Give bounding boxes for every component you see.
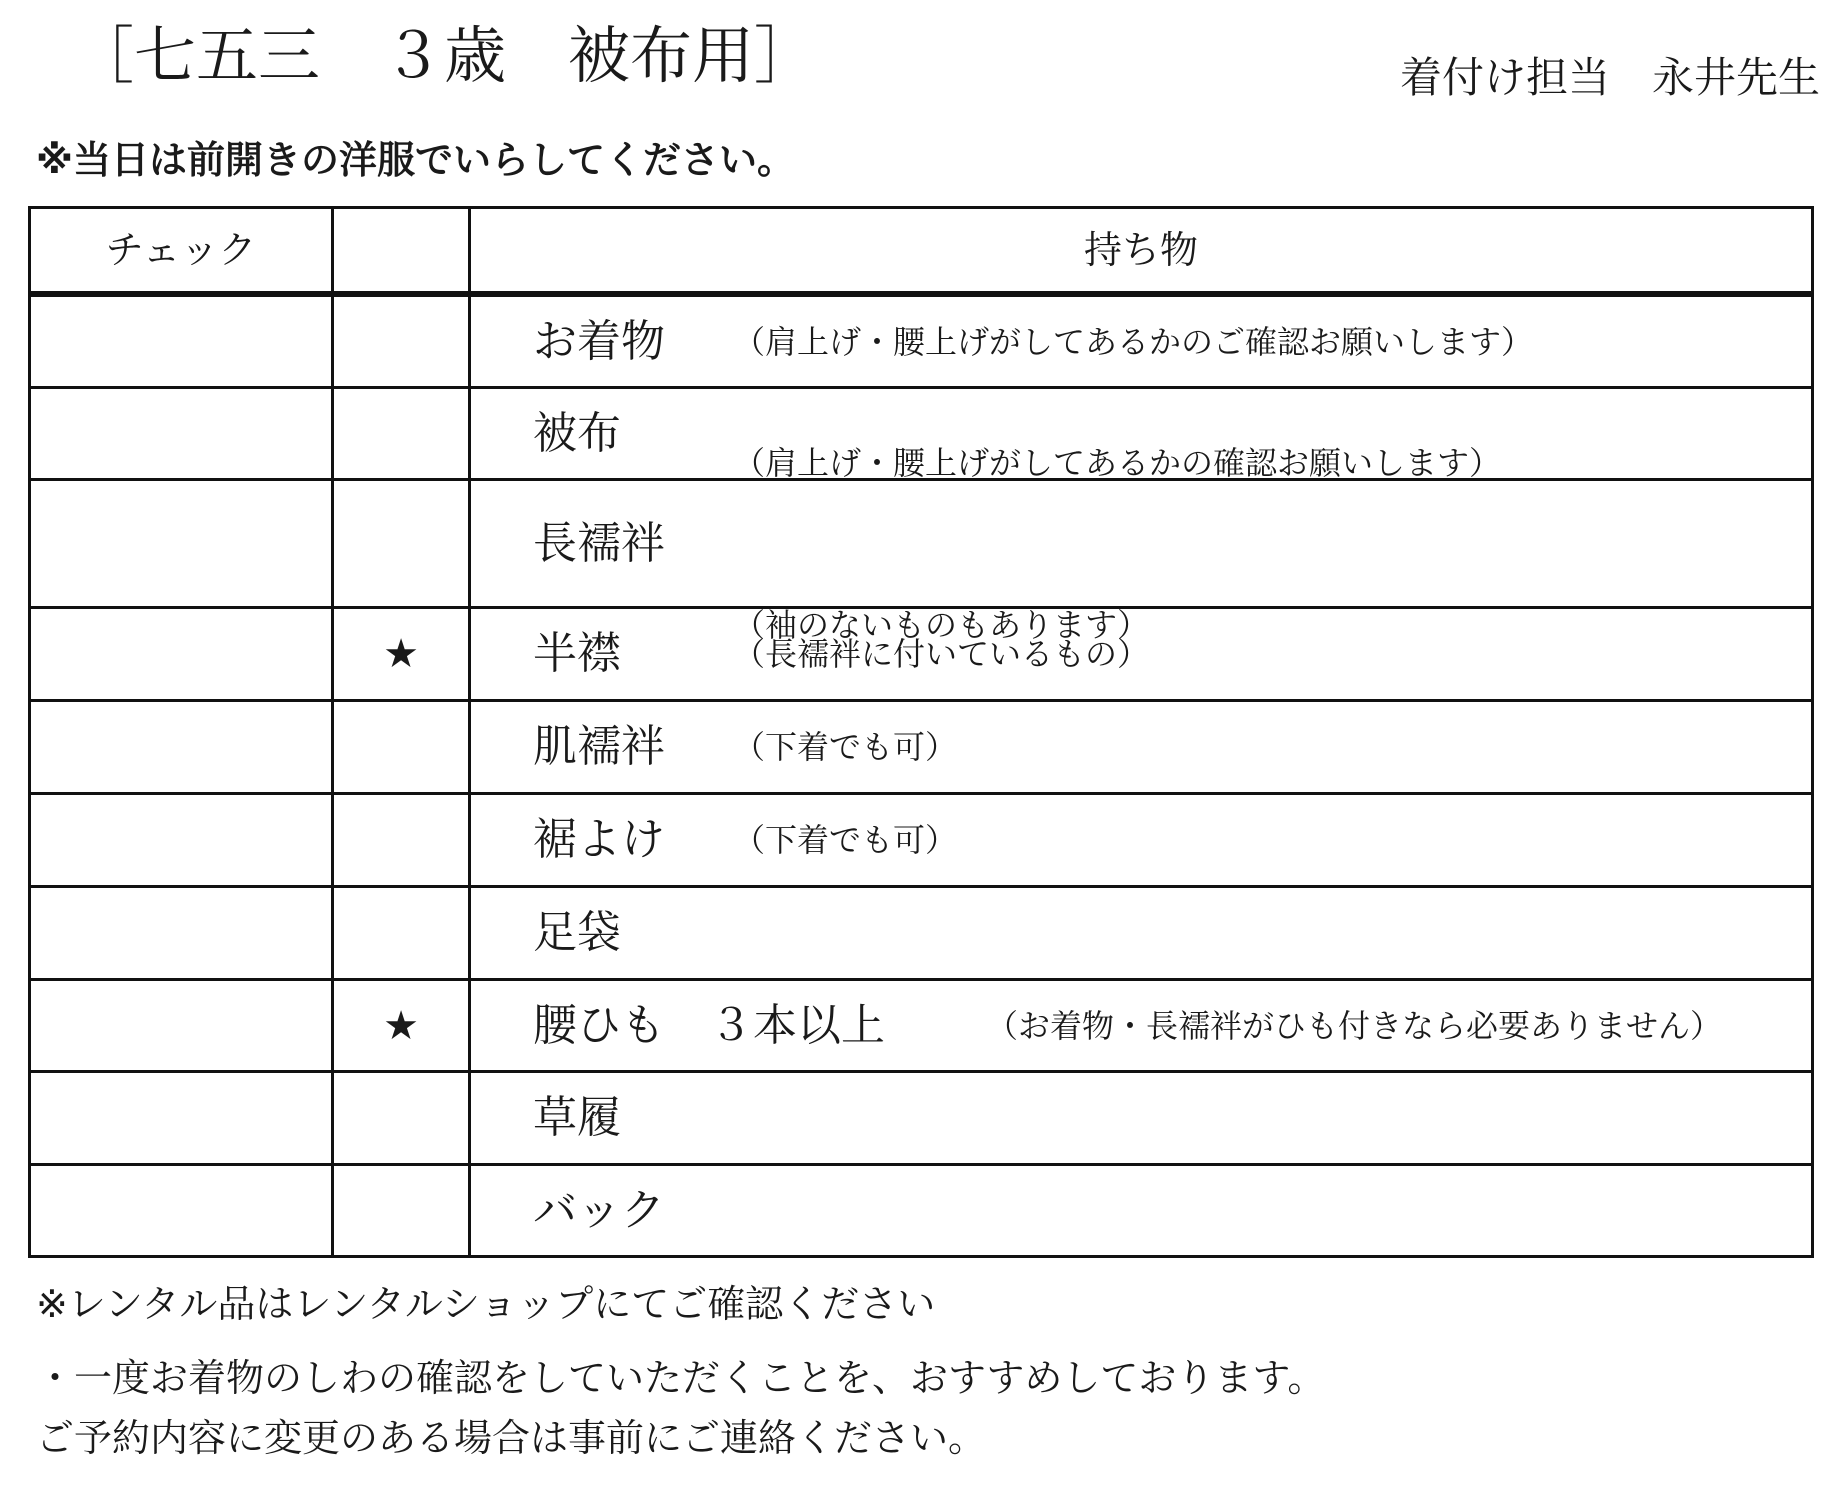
item-cell [471,609,1811,699]
star-mark: ★ [383,631,419,677]
item-note-line: （長襦袢に付いているもの） [733,635,1150,673]
item-cell [471,702,1811,792]
star-mark: ★ [383,1002,419,1049]
page-title: ［七五三 ３歳 被布用］ [72,19,817,92]
table-row [31,795,1811,888]
item-note-line: （お着物・長襦袢がひも付きなら必要ありません） [986,1006,1723,1045]
item-cell [471,1073,1811,1163]
check-cell[interactable] [31,609,334,699]
item-cell [471,795,1811,885]
item-name: 被布 [533,407,621,459]
item-note-line: （肩上げ・腰上げがしてあるかのご確認お願いします） [733,322,1534,361]
item-name: 草履 [533,1092,621,1143]
check-cell[interactable] [31,702,334,792]
table-row [31,1166,1811,1255]
item-name: 足袋 [533,907,621,958]
item-note-line: （肩上げ・腰上げがしてあるかの確認お願いします） [733,443,1502,482]
check-cell[interactable] [31,1166,334,1255]
check-cell[interactable] [31,297,334,386]
item-name: バック [533,1184,665,1236]
mark-cell [334,297,471,386]
mark-cell [334,609,471,699]
dress-notice: ※当日は前開きの洋服でいらしてください。 [36,138,795,182]
mark-cell [334,1166,471,1255]
item-name: 半襟 [533,628,621,679]
item-name: 肌襦袢 [533,721,665,772]
checklist-table [28,206,1814,1258]
item-name: お着物 [533,315,665,367]
mark-cell [334,1073,471,1163]
check-cell[interactable] [31,888,334,978]
item-name: 長襦袢 [533,517,665,569]
item-name: 腰ひも ３本以上 [533,999,885,1051]
header-mark-cell [334,209,471,291]
item-note-line: （下着でも可） [733,728,958,766]
mark-cell [334,981,471,1070]
item-note-line: （下着でも可） [733,821,958,859]
mark-cell [334,888,471,978]
rental-notice: ※レンタル品はレンタルショップにてご確認ください [36,1282,936,1326]
mark-cell [334,702,471,792]
check-cell[interactable] [31,981,334,1070]
item-name: 裾よけ [533,814,665,865]
header-check-cell [31,209,334,291]
item-note-line: （袖のないものもあります） [733,605,1150,644]
mark-cell [334,795,471,885]
change-notice: ご予約内容に変更のある場合は事前にご連絡ください。 [36,1416,987,1460]
check-cell[interactable] [31,481,334,606]
header-check-label: チェック [105,228,257,272]
check-cell[interactable] [31,389,334,478]
table-row [31,1073,1811,1166]
staff-label: 着付け担当 永井先生 [1399,53,1820,102]
table-row [31,981,1811,1073]
mark-cell [334,389,471,478]
check-cell[interactable] [31,1073,334,1163]
wrinkle-notice: ・一度お着物のしわの確認をしていただくことを、おすすめしております。 [36,1356,1326,1400]
item-cell [471,1166,1811,1255]
header-items-label: 持ち物 [1083,228,1198,272]
check-cell[interactable] [31,795,334,885]
mark-cell [334,481,471,606]
item-cell [471,981,1811,1070]
